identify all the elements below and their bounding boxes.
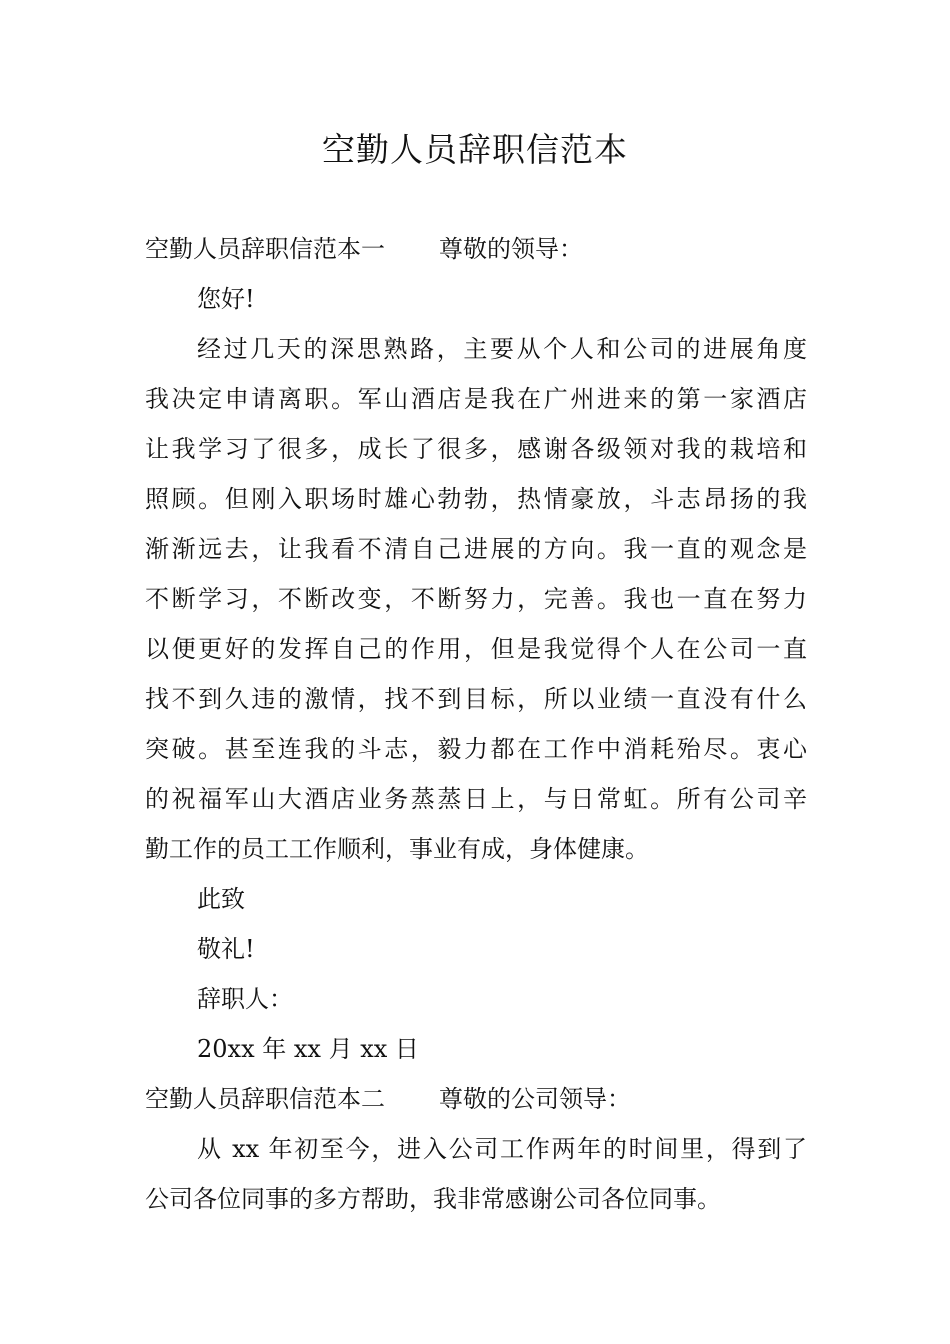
letter1-date: 20xx 年 xx 月 xx 日	[197, 1035, 419, 1063]
document-title: 空勤人员辞职信范本	[322, 130, 628, 169]
letter1-body-line: 渐渐远去，让我看不清自己进展的方向。我一直的观念是	[145, 535, 807, 563]
letter1-body-line: 我决定申请离职。军山酒店是我在广州进来的第一家酒店	[145, 385, 807, 413]
letter1-body-line: 找不到久违的激情，找不到目标，所以业绩一直没有什么	[145, 685, 807, 713]
letter1-body-line: 经过几天的深思熟路，主要从个人和公司的进展角度	[197, 335, 807, 363]
letter1-greeting: 您好!	[197, 285, 255, 313]
letter1-closing-1: 此致	[197, 885, 245, 913]
letter2-heading-line	[145, 1074, 807, 1124]
letter2-body-line: 从 xx 年初至今，进入公司工作两年的时间里，得到了	[197, 1135, 807, 1163]
letter1-heading: 空勤人员辞职信范本一	[145, 235, 385, 263]
letter1-heading-line	[145, 224, 807, 274]
letter1-body-line: 不断学习，不断改变，不断努力，完善。我也一直在努力	[145, 585, 807, 613]
letter1-body-line: 让我学习了很多，成长了很多，感谢各级领对我的栽培和	[145, 435, 807, 463]
letter1-body-line: 以便更好的发挥自己的作用，但是我觉得个人在公司一直	[145, 635, 807, 663]
letter2-heading: 空勤人员辞职信范本二	[145, 1085, 385, 1113]
letter2-salutation: 尊敬的公司领导：	[439, 1085, 631, 1113]
letter2-body-line: 公司各位同事的多方帮助，我非常感谢公司各位同事。	[145, 1185, 721, 1213]
document-body	[145, 224, 807, 1224]
letter1-body-line: 勤工作的员工工作顺利，事业有成，身体健康。	[145, 835, 649, 863]
letter1-body-line: 照顾。但刚入职场时雄心勃勃，热情豪放，斗志昂扬的我	[145, 485, 807, 513]
letter1-body-line: 的祝福军山大酒店业务蒸蒸日上，与日常虹。所有公司辛	[145, 785, 807, 813]
letter1-body-line: 突破。甚至连我的斗志，毅力都在工作中消耗殆尽。衷心	[145, 735, 807, 763]
letter1-signer-label: 辞职人：	[197, 985, 293, 1013]
letter1-salutation: 尊敬的领导：	[439, 235, 583, 263]
letter1-closing-2: 敬礼!	[197, 935, 255, 963]
